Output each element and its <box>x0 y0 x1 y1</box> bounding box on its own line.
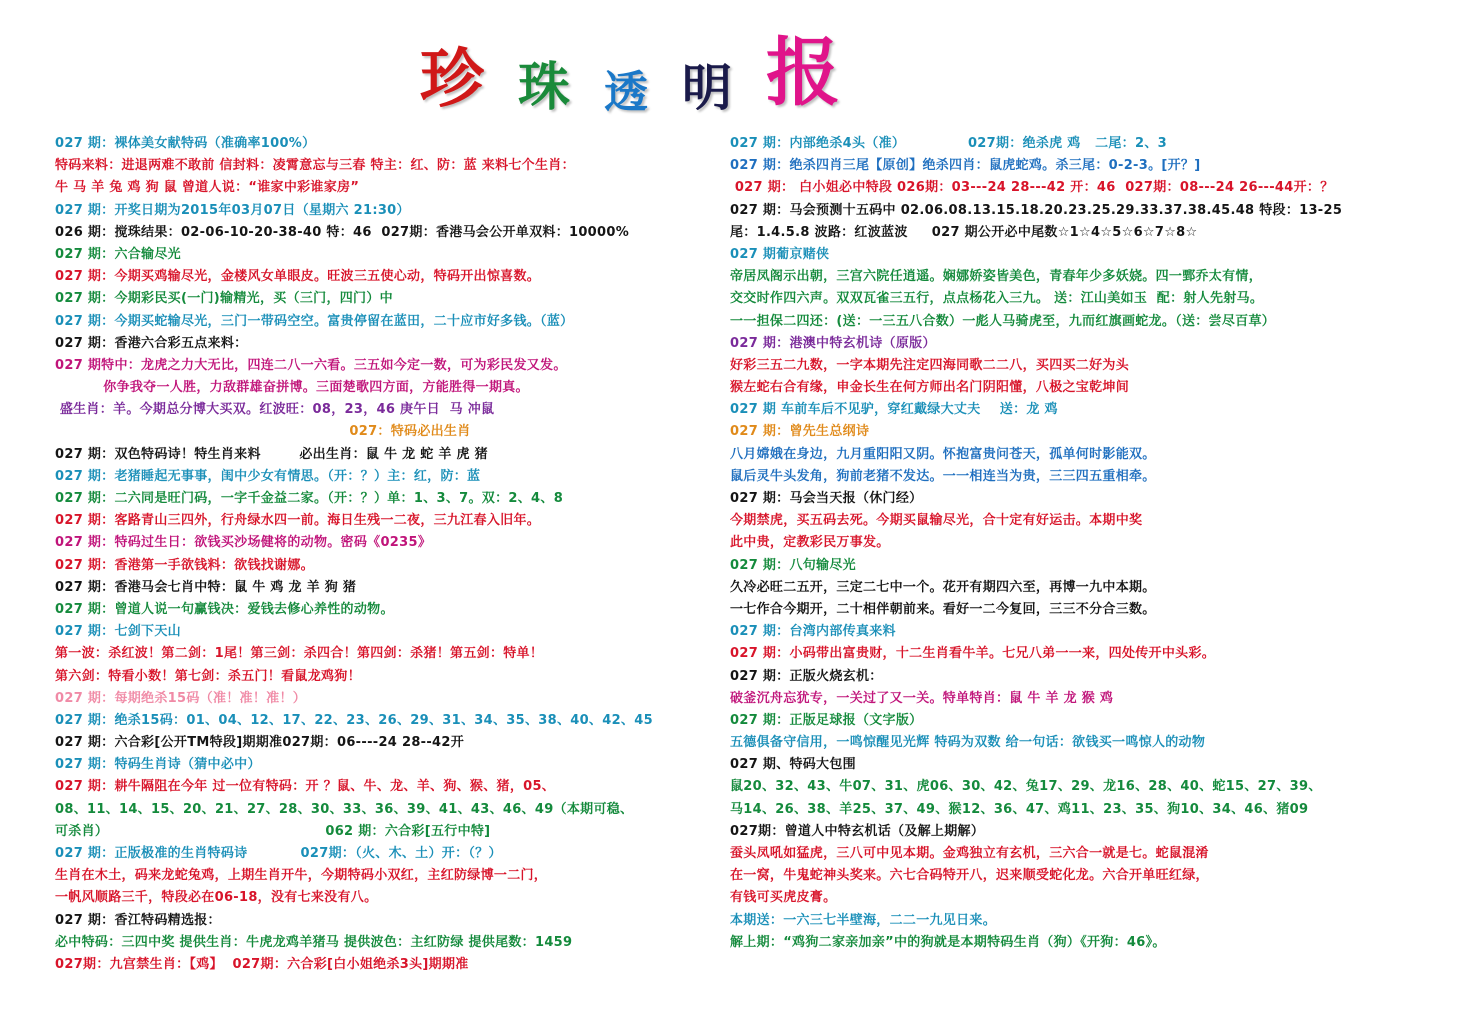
right-text-line: 本期送：一六三七半壁海，二二一九见日来。 <box>730 912 997 928</box>
left-column <box>55 133 705 976</box>
right-text-line: 在一窝，牛鬼蛇神头奖来。六七合码特开八，迟来顺受蛇化龙。六合开单旺红绿， <box>730 868 1209 884</box>
title-char-5: 报 <box>766 30 841 116</box>
left-text-line: 027 期：曾道人说一句赢钱决：爱钱去修心养性的动物。 <box>55 601 394 617</box>
right-text-line: 五德俱备守信用，一鸣惊醒见光辉 特码为双数 给一句话：欲钱买一鸣惊人的动物 <box>730 735 1206 751</box>
left-text-line: 027期：九宫禁生肖：【鸡】 027期：六合彩[白小姐绝杀3头]期期准 <box>55 956 469 972</box>
right-text-line: 猴左蛇右合有缘，申金长生在何方师出名门阴阳懂，八极之宝乾坤间 <box>730 380 1130 396</box>
left-text-line: 027 期：六合输尽光 <box>55 246 181 262</box>
right-text-line: 027 期：台湾内部传真来料 <box>730 624 896 640</box>
left-text-line: 生肖在木土，码来龙蛇兔鸡，上期生肖开牛，今期特码小双红，主红防绿博一二门， <box>55 868 548 884</box>
left-text-line: 027 期：双色特码诗！特生肖来料 必出生肖：鼠 牛 龙 蛇 羊 虎 猪 <box>55 446 488 462</box>
left-text-line: 027 期：香港马会七肖中特：鼠 牛 鸡 龙 羊 狗 猪 <box>55 579 357 595</box>
right-text-line: 027 期：八句输尽光 <box>730 557 856 573</box>
left-text-line: 特码来料：进退两难不敢前 信封料：凌霄意忘与三春 特主：红、防：蓝 来料七个生肖： <box>55 158 575 174</box>
right-text-line: 027 期：内部绝杀4头（准） 027期：绝杀虎 鸡 二尾：2、3 <box>730 136 1167 151</box>
right-text-line: 今期禁虎，买五码去死。今期买鼠输尽光，合十定有好运击。本期中奖 <box>730 513 1143 529</box>
left-text-line: 027 期特中：龙虎之力大无比，四连二八一六看。三五如今定一数，可为彩民发又发。 <box>55 357 567 373</box>
right-text-line: 蚕头凤吼如猛虎，三八可中见本期。金鸡独立有玄机，三六合一就是七。蛇鼠混淆 <box>730 846 1209 861</box>
right-text-line: 尾：1.4.5.8 波路：红波蓝波 027 期公开必中尾数☆1☆4☆5☆6☆7☆8☆ <box>730 224 1198 240</box>
left-text-line: 08、11、14、15、20、21、27、28、30、33、36、39、41、43、46、49（本期可稳、 <box>55 801 634 817</box>
left-text-line: 027 期：特码过生日：欲钱买沙场健将的动物。密码《0235》 <box>55 535 432 551</box>
right-column <box>730 133 1430 954</box>
right-text-line: 027 期：绝杀四肖三尾【原创】绝杀四肖：鼠虎蛇鸡。杀三尾：0-2-3。[开？] <box>730 158 1201 174</box>
title-char-3: 透 <box>604 67 649 118</box>
title-char-4: 明 <box>682 58 733 117</box>
title-char-2: 珠 <box>518 57 571 118</box>
left-text-line: 026 期：搅珠结果：02-06-10-20-38-40 特：46 027期：香港马会公开单双料：10000% <box>55 224 630 240</box>
left-text-line: 盛生肖：羊。今期总分博大买双。红波旺：08，23，46 庚午日 马 冲鼠 <box>55 402 495 418</box>
left-text-line: 027 期：开奖日期为2015年03月07日（星期六 21:30） <box>55 202 410 218</box>
left-text-line: 027：特码必出生肖 <box>55 424 471 440</box>
left-text-line: 027 期：老猪睡起无事事，闺中少女有情思。（开：？）主：红，防：蓝 <box>55 468 481 484</box>
right-text-line: 久冷必旺二五开，三定二七中一个。花开有期四六至，再博一九中本期。 <box>730 579 1156 595</box>
left-text-line: 一帆风顺路三千，特段必在06-18，没有七来没有八。 <box>55 890 378 906</box>
right-text-line: 027 期：小码带出富贵财，十二生肖看牛羊。七兄八弟一一来，四处传开中头彩。 <box>730 646 1216 662</box>
right-text-line: 马14、26、38、羊25、37、49、猴12、36、47、鸡11、23、35、狗10、34、46、猪09 <box>730 801 1309 817</box>
right-text-line: 好彩三五二九数，一字本期先注定四海同歌二二八，买四买二好为头 <box>730 357 1130 373</box>
left-text-line: 027 期：六合彩[公开TM特段]期期准027期：06----24 28--42开 <box>55 735 465 751</box>
newspaper-title <box>420 30 840 120</box>
left-text-line: 第六剑：特看小数！第七剑：杀五门！看鼠龙鸡狗！ <box>55 668 361 684</box>
left-text-line: 027 期：香江特码精选报： <box>55 912 221 928</box>
right-text-line: 027 期：马会当天报（休门经） <box>730 491 923 506</box>
right-text-line: 一七作合今期开，二十相伴朝前来。看好一二今复回，三三不分合三数。 <box>730 601 1156 617</box>
right-text-line: 027 期葡京赌侠 <box>730 246 830 262</box>
left-text-line: 可杀肖） 062 期：六合彩[五行中特] <box>55 823 491 839</box>
left-text-line: 027 期：绝杀15码：01、04、12、17、22、23、26、29、31、34、35、38、40、42、45 <box>55 712 653 728</box>
left-text-line: 第一波：杀红波！第二剑：1尾！第三剑：杀四合！第四剑：杀猪！第五剑：特单！ <box>55 646 544 662</box>
right-text-line: 027 期：正版火烧玄机： <box>730 668 883 684</box>
right-text-line: 027期：曾道人中特玄机话（及解上期解） <box>730 823 985 839</box>
left-text-line: 027 期：二六同是旺门码，一字千金益二家。（开：？）单：1、3、7。双：2、4、8 <box>55 491 564 506</box>
left-text-line: 027 期：香港第一手欲钱料：欲钱找谢娜。 <box>55 557 314 573</box>
left-text-line: 027 期：今期彩民买(一门)输精光，买（三门，四门）中 <box>55 291 393 307</box>
right-text-line: 027 期 车前车后不见驴，穿红戴绿大丈夫 送：龙 鸡 <box>730 402 1058 418</box>
left-text-line: 027 期：正版极准的生肖特码诗 027期：（火、木、土）开：（？） <box>55 846 502 861</box>
right-text-line: 帝居凤阁示出朝，三宫六院任逍遥。娴娜娇姿皆美色，青春年少多妖娆。四一鄄乔太有情， <box>730 269 1263 285</box>
left-text-line: 027 期：客路青山三四外，行舟绿水四一前。海日生残一二夜，三九江春入旧年。 <box>55 513 541 529</box>
left-text-line: 牛 马 羊 兔 鸡 狗 鼠 曾道人说：“谁家中彩谁家房” <box>55 180 360 196</box>
right-text-line: 一一担保二四还：(送：一三五八合数）一彪人马骑虎至，九而红旗画蛇龙。（送：尝尽百草） <box>730 313 1276 329</box>
title-char-1: 珍 <box>420 42 484 117</box>
right-text-line: 解上期：“鸡狗二家亲加亲”中的狗就是本期特码生肖（狗）《开狗：46》。 <box>730 934 1166 950</box>
right-text-line: 027 期：正版足球报（文字版） <box>730 712 923 728</box>
left-text-line: 027 期：耕牛隔阻在今年 过一位有特码：开 ？鼠、牛、龙、羊、狗、猴、猪，05、 <box>55 779 556 795</box>
right-text-line: 027 期、特码大包围 <box>730 757 856 773</box>
right-text-line: 027 期：港澳中特玄机诗（原版） <box>730 335 936 351</box>
left-text-line: 你争我夺一人胜，力敌群雄奋拼博。三面楚歌四方面，方能胜得一期真。 <box>55 380 529 396</box>
right-text-line: 027 期：曾先生总纲诗 <box>730 424 870 440</box>
left-text-line: 必中特码：三四中奖 提供生肖：牛虎龙鸡羊猪马 提供波色：主红防绿 提供尾数：1459 <box>55 934 573 950</box>
left-text-line: 027 期：裸体美女献特码（准确率100%） <box>55 136 316 151</box>
right-text-line: 鼠20、32、43、牛07、31、虎06、30、42、兔17、29、龙16、28、40、蛇15、27、39、 <box>730 779 1322 795</box>
right-text-line: 此中贵，定教彩民万事发。 <box>730 535 890 551</box>
left-text-line: 027 期：特码生肖诗（猜中必中） <box>55 757 261 773</box>
left-text-line: 027 期：七剑下天山 <box>55 624 181 640</box>
right-text-line: 有钱可买虎皮膏。 <box>730 890 837 906</box>
left-text-line: 027 期：今期买鸡输尽光，金楼风女单眼皮。旺波三五使心动，特码开出惊喜数。 <box>55 269 541 285</box>
right-text-line: 027 期： 白小姐必中特段 026期：03---24 28---42 开：46 027期：08---24 26---44开：？ <box>730 180 1334 196</box>
right-text-line: 破釜沉舟忘犹专，一关过了又一关。特单特肖：鼠 牛 羊 龙 猴 鸡 <box>730 690 1114 706</box>
right-text-line: 027 期：马会预测十五码中 02.06.08.13.15.18.20.23.25.29.33.37.38.45.48 特段：13-25 <box>730 202 1343 218</box>
right-text-line: 八月嫦娥在身边，九月重阳阳又阴。怀抱富贵问苍天，孤单何时影能双。 <box>730 446 1156 462</box>
left-text-line: 027 期：每期绝杀15码（准！准！准！） <box>55 690 307 706</box>
right-text-line: 交交时作四六声。双双瓦雀三五行，点点杨花入三九。 送：江山美如玉 配：射人先射马。 <box>730 291 1264 307</box>
right-text-line: 鼠后灵牛头发角，狗前老猪不发达。一一相连当为贵，三三四五重相牵。 <box>730 468 1156 484</box>
left-text-line: 027 期：香港六合彩五点来料： <box>55 335 248 351</box>
left-text-line: 027 期：今期买蛇输尽光，三门一带码空空。富贵停留在蓝田，二十应市好多钱。（蓝） <box>55 313 574 329</box>
